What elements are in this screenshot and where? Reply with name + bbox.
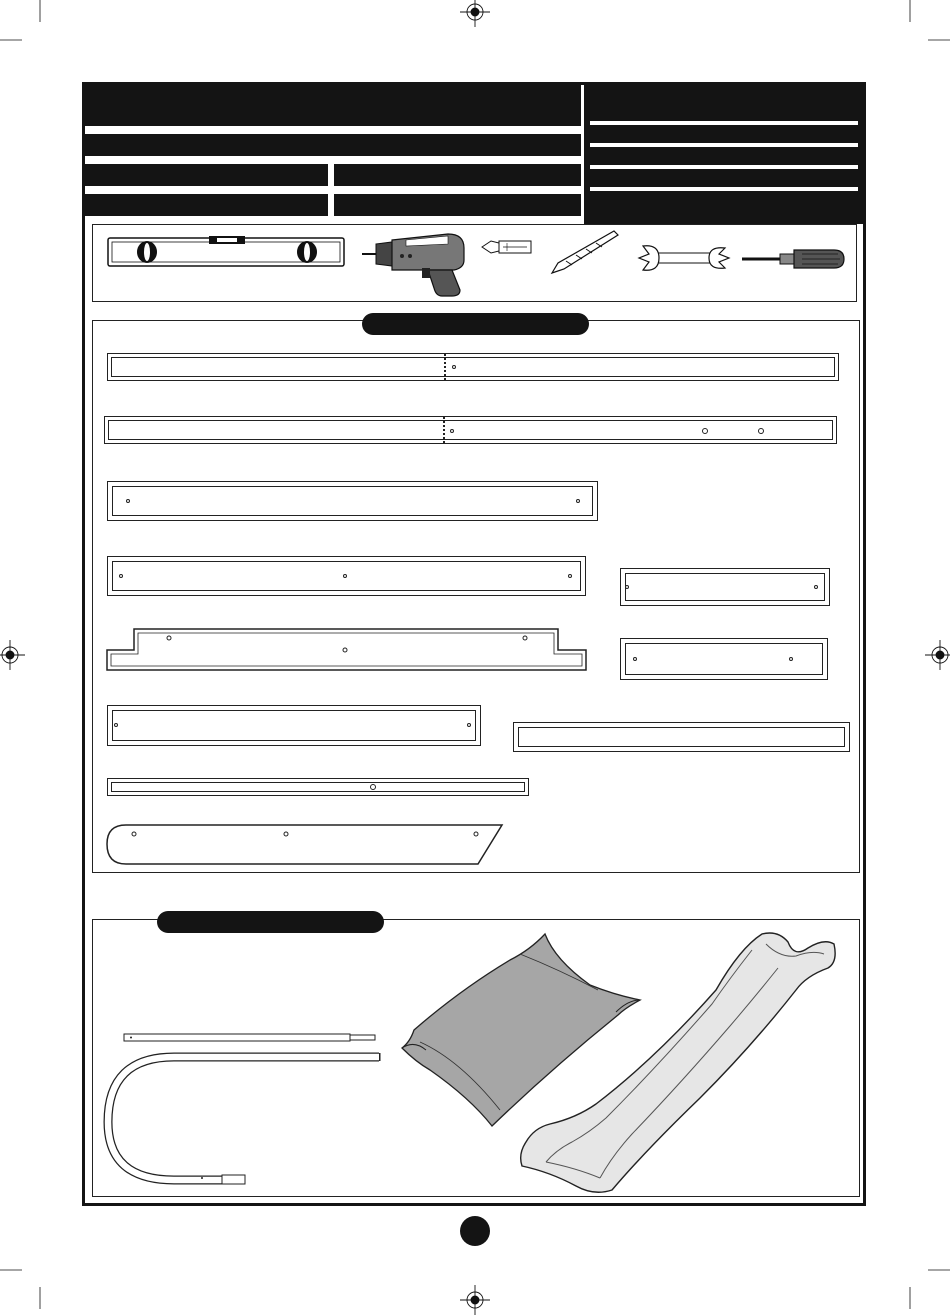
header-right-row-4 [590, 192, 858, 209]
metal-tube-curved [102, 1052, 392, 1187]
registration-mark-right [925, 640, 950, 670]
open-end-wrench-icon [637, 244, 733, 274]
header-right-divider-3 [590, 165, 858, 169]
header-right-divider-1 [590, 121, 858, 125]
header-cell-1 [84, 164, 328, 186]
registration-mark-left [0, 640, 25, 670]
wood-part-board-4 [107, 556, 586, 596]
registration-mark-top [460, 0, 490, 27]
header-subtitle [84, 134, 581, 156]
wood-part-long-beam-2 [104, 416, 837, 444]
wood-part-rounded-board-11 [106, 824, 504, 866]
metal-tube-straight [123, 1033, 377, 1043]
wood-part-board-8 [107, 705, 481, 746]
header-right-divider-4 [590, 187, 858, 191]
slide-chute [516, 928, 846, 1198]
drill-bit-icon [550, 229, 620, 275]
wood-part-board-3 [107, 481, 598, 521]
wood-part-stepped-board-6 [106, 628, 588, 672]
header-right-row-1 [590, 126, 858, 143]
header-right-title [590, 90, 858, 120]
spirit-level-icon [107, 236, 347, 270]
header-title [84, 84, 581, 126]
other-parts-title [157, 911, 384, 933]
screwdriver-bit-icon [481, 239, 533, 255]
page-number-badge [460, 1216, 490, 1246]
registration-mark-bottom [460, 1285, 490, 1315]
header-right-row-3 [590, 170, 858, 187]
wood-part-long-beam-1 [107, 353, 839, 381]
header-cell-2 [334, 164, 581, 186]
header-right-row-2 [590, 148, 858, 165]
screwdriver-icon [742, 247, 846, 271]
electric-drill-icon [362, 230, 472, 296]
wood-part-plank-9 [513, 722, 850, 752]
wood-part-strip-10 [107, 778, 529, 796]
header-cell-4 [334, 194, 581, 216]
header-cell-3 [84, 194, 328, 216]
wood-part-short-board-7 [620, 638, 828, 680]
header-right-divider-2 [590, 143, 858, 147]
wood-parts-title [362, 313, 589, 335]
wood-part-short-board-5 [620, 568, 830, 606]
